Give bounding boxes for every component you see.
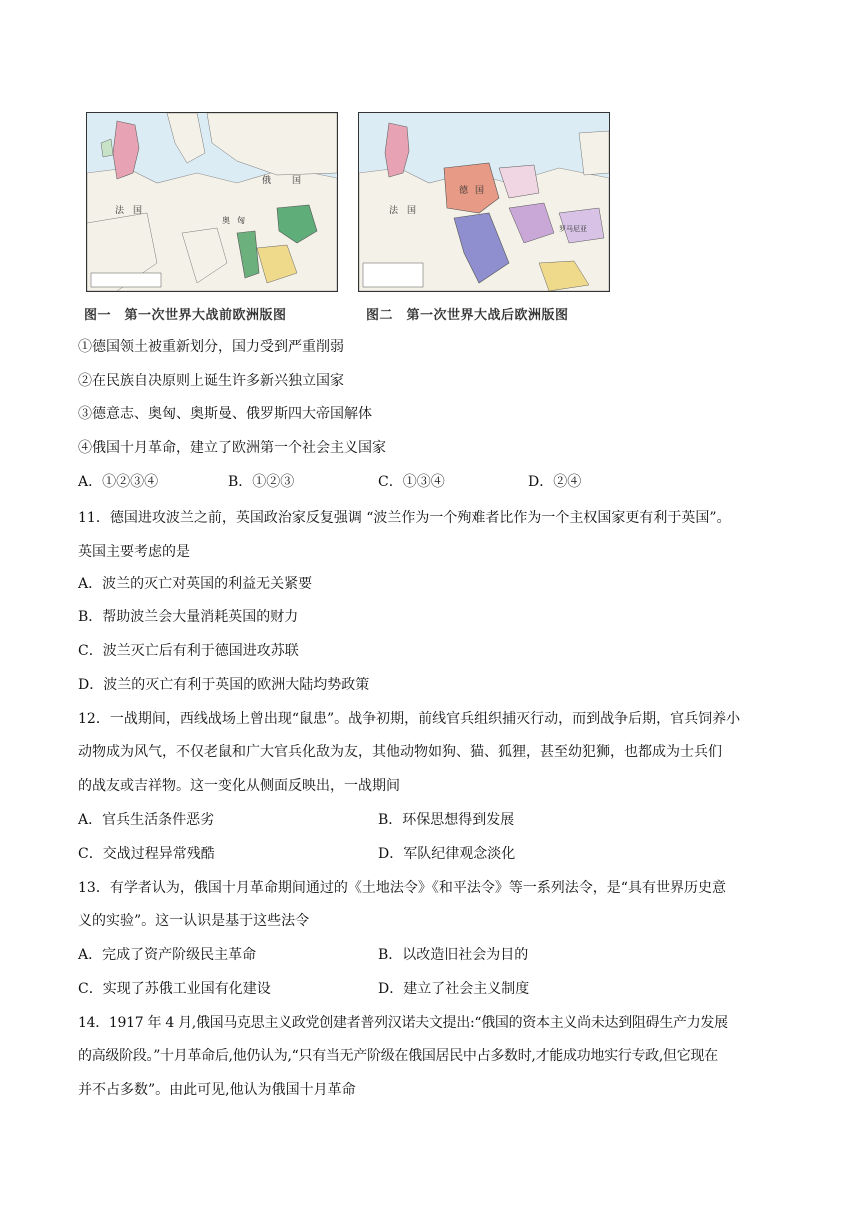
q10-option-a: A．①②③④ [78, 474, 159, 490]
svg-text:法: 法 [389, 206, 399, 216]
svg-text:法: 法 [115, 206, 125, 216]
svg-text:国: 国 [292, 176, 302, 186]
q14-stem-line-1: 14．1917 年 4 月,俄国马克思主义政党创建者普列汉诺夫文提出:“俄国的资本主义尚未达到阻碍生产力发展 [78, 1015, 728, 1031]
map1-caption: 图一 第一次世界大战前欧洲版图 [84, 308, 287, 323]
q11-stem-line-2: 英国主要考虑的是 [78, 544, 190, 560]
q11-option-b: B．帮助波兰会大量消耗英国的财力 [78, 609, 299, 625]
svg-text:德: 德 [459, 186, 469, 196]
europe-map-before-ww1 [86, 112, 338, 292]
svg-text:奥: 奥 [222, 216, 230, 225]
svg-text:国: 国 [133, 206, 143, 216]
q10-option-b: B．①②③ [228, 474, 295, 490]
q13-option-c: C．实现了苏俄工业国有化建设 [78, 981, 271, 997]
q13-stem-line-2: 义的实验”。这一认识是基于这些法令 [78, 913, 310, 929]
q12-option-a: A．官兵生活条件恶劣 [78, 812, 215, 828]
q11-option-d: D．波兰的灭亡有利于英国的欧洲大陆均势政策 [78, 677, 370, 693]
q11-stem-line-1: 11．德国进攻波兰之前，英国政治家反复强调 “波兰作为一个殉难者比作为一个主权国家更有利于英国”。 [78, 510, 731, 526]
q12-option-c: C．交战过程异常残酷 [78, 846, 215, 862]
q10-statement-4: ④俄国十月革命，建立了欧洲第一个社会主义国家 [78, 440, 386, 456]
svg-text:罗马尼亚: 罗马尼亚 [559, 225, 587, 233]
q14-stem-line-2: 的高级阶段。”十月革命后,他仍认为,“只有当无产阶级在俄国居民中占多数时,才能成功地实行专政,但它现在 [78, 1048, 718, 1064]
q13-option-d: D．建立了社会主义制度 [378, 981, 530, 997]
q13-option-b: B．以改造旧社会为目的 [378, 947, 529, 963]
q11-option-a: A．波兰的灭亡对英国的利益无关紧要 [78, 576, 313, 592]
map2-caption: 图二 第一次世界大战后欧洲版图 [366, 308, 569, 323]
q12-stem-line-2: 动物成为风气，不仅老鼠和广大官兵化敌为友，其他动物如狗、猫、狐狸，甚至幼犯狮，也都成为士兵们 [78, 744, 722, 760]
map-figures [84, 112, 604, 327]
q12-option-b: B．环保思想得到发展 [378, 812, 515, 828]
svg-text:国: 国 [407, 206, 417, 216]
q13-stem-line-1: 13．有学者认为，俄国十月革命期间通过的《土地法令》《和平法令》等一系列法令，是“具有世界历史意 [78, 880, 726, 896]
svg-text:国: 国 [475, 186, 485, 196]
q12-stem-line-1: 12．一战期间，西线战场上曾出现“鼠患”。战争初期，前线官兵组织捕灭行动，而到战争后期，官兵饲养小 [78, 711, 741, 727]
q10-option-d: D．②④ [528, 474, 582, 490]
q14-stem-line-3: 并不占多数”。由此可见,他认为俄国十月革命 [78, 1082, 356, 1098]
q11-option-c: C．波兰灭亡后有利于德国进攻苏联 [78, 643, 299, 659]
q12-stem-line-3: 的战友或吉祥物。这一变化从侧面反映出，一战期间 [78, 778, 400, 794]
svg-text:匈: 匈 [237, 216, 245, 225]
q10-statement-2: ②在民族自决原则上诞生许多新兴独立国家 [78, 373, 344, 389]
europe-map-after-ww1 [358, 112, 610, 292]
q10-option-c: C．①③④ [378, 474, 445, 490]
q10-statement-3: ③德意志、奥匈、奥斯曼、俄罗斯四大帝国解体 [78, 406, 372, 422]
q12-option-d: D．军队纪律观念淡化 [378, 846, 516, 862]
q13-option-a: A．完成了资产阶级民主革命 [78, 947, 257, 963]
q10-statement-1: ①德国领土被重新划分，国力受到严重削弱 [78, 339, 344, 355]
svg-text:俄: 俄 [262, 176, 272, 186]
